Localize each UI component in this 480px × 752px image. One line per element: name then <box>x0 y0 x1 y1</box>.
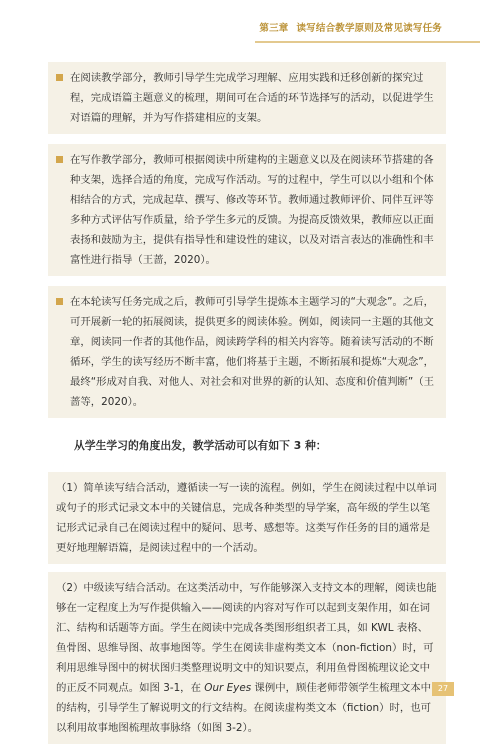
activity-item-intermediate <box>48 572 446 744</box>
bullet-block-reading <box>48 62 446 134</box>
page-number: 27 <box>432 682 454 696</box>
bullet-text: 在本轮读写任务完成之后，教师可引导学生提炼本主题学习的“大观念”。之后，可开展新一轮的拓展阅读，提供更多的阅读体验。例如，阅读同一主题的其他文章，阅读同一作者的其他作品，阅读跨学科的相关内容等。随着读写活动的不断循环，学生的读写经历不断丰富，他们将基于主题，不断拓展和提炼“大观念”，最终“形成对自我、对他人、对社会和对世界的新的认知、态度和价值判断”（王蔷等，2020）。 <box>70 296 435 408</box>
chapter-title: 读写结合教学原则及常见读写任务 <box>296 23 442 34</box>
activity-item-simple <box>48 472 446 564</box>
header-rule <box>255 41 480 43</box>
square-bullet-icon <box>56 298 63 305</box>
square-bullet-icon <box>56 156 63 163</box>
chapter-label: 第三章 <box>259 23 289 34</box>
item-text-before: （2）中级读写结合活动。在这类活动中，写作能够深入支持文本的理解，阅读也能够在一定程度上为写作提供输入——阅读的内容对写作可以起到支架作用，如在词汇、结构和话题等方面。学生在阅读中完成各类图形组织者工具，如 KWL 表格、鱼骨图、思维导图、故事地图等。学生在阅读非虚构类文本（non-fiction）时，可利用思维导图中的树状图归类整理说明文中的知识要点，利用鱼骨图梳理议论文中的正反不同观点。如图 3-1，在 <box>56 582 437 694</box>
page-body <box>48 62 446 752</box>
bullet-text: 在写作教学部分，教师可根据阅读中所建构的主题意义以及在阅读环节搭建的各种支架，选择合适的角度，完成写作活动。写的过程中，学生可以以小组和个体相结合的方式，完成起草、撰写、修改等环节。教师通过教师评价、同伴互评等多种方式评估写作质量，给予学生多元的反馈。为提高反馈效果，教师应以正面表扬和鼓励为主，提供有指导性和建设性的建议，以及对语言表达的准确性和丰富性进行指导（王蔷，2020）。 <box>70 154 434 266</box>
bullet-text: 在阅读教学部分，教师引导学生完成学习理解、应用实践和迁移创新的探究过程，完成语篇主题意义的梳理，期间可在合适的环节选择写的活动，以促进学生对语篇的理解，并为写作搭建相应的支架。 <box>70 72 434 124</box>
book-title: Our Eyes <box>204 682 252 694</box>
item-text-after: 课例中，顾佳老师带领学生梳理文本中的结构，引导学生了解说明文的行文结构。在阅读虚构类文本（fiction）时，也可以利用故事地图梳理故事脉络（如图 3-2）。 <box>56 682 432 734</box>
running-header <box>259 20 442 34</box>
item-text: （1）简单读写结合活动，遵循读一写一读的流程。例如，学生在阅读过程中以单词或句子的形式记录文本中的关键信息，完成各种类型的导学案，高年级的学生以笔记形式记录自己在阅读过程中的疑问、思考、感想等。这类写作任务的目的通常是更好地理解语篇，是阅读过程中的一个活动。 <box>56 482 437 554</box>
lead-sentence: 从学生学习的角度出发，教学活动可以有如下 3 种： <box>74 439 327 452</box>
bullet-block-writing <box>48 144 446 276</box>
bullet-block-extension <box>48 286 446 418</box>
square-bullet-icon <box>56 74 63 81</box>
